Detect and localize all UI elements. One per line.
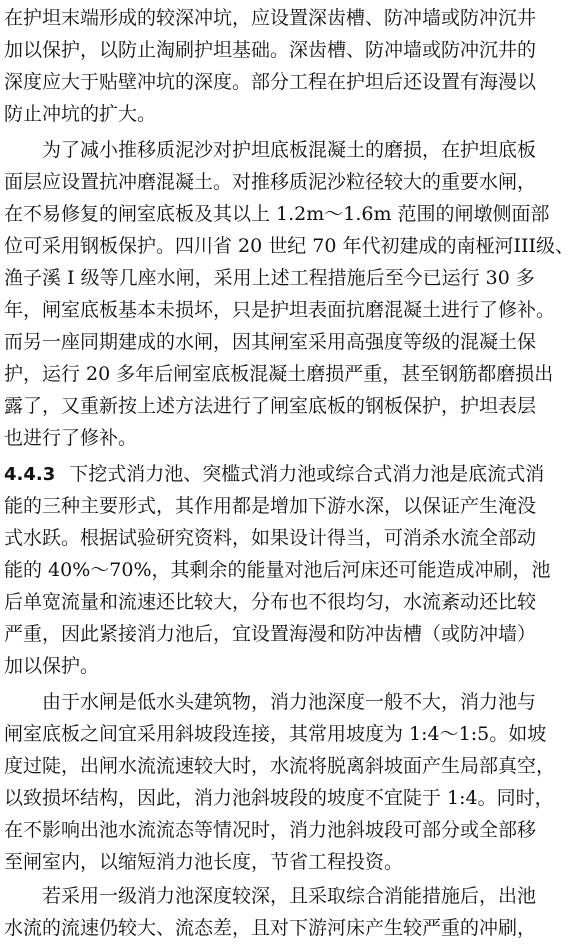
text-line: 严重，因此紧接消力池后，宜设置海漫和防冲齿槽（或防冲墙） — [4, 623, 537, 645]
text-line: 加以保护，以防止淘刷护坦基础。深齿槽、防冲墙或防冲沉井的 — [4, 39, 537, 61]
text-line: 加以保护。 — [4, 655, 100, 677]
text-line: 至闸室内，以缩短消力池长度，节省工程投资。 — [4, 851, 404, 873]
text-line: 水流的流速仍较大、流态差，且对下游河床产生较严重的冲刷， — [4, 917, 537, 939]
text-line: 能的三种主要形式，其作用都是增加下游水深，以保证产生淹没 — [4, 495, 537, 517]
text-line: 深度应大于贴壁冲坑的深度。部分工程在护坦后还设置有海漫以 — [4, 71, 537, 93]
text-line: 面层应设置抗冲磨混凝土。对推移质泥沙粒径较大的重要水闸， — [4, 171, 537, 193]
text-line: 而另一座同期建成的水闸，因其闸室采用高强度等级的混凝土保 — [4, 331, 537, 353]
text-line: 护，运行 20 多年后闸室底板混凝土磨损严重，甚至钢筋都磨损出 — [4, 363, 554, 385]
text-line: 为了减小推移质泥沙对护坦底板混凝土的磨损，在护坦底板 — [42, 139, 537, 161]
text-line: 年，闸室底板基本未损坏，只是护坦表面抗磨混凝土进行了修补。 — [4, 299, 556, 321]
text-line: 以致损坏结构，因此，消力池斜坡段的坡度不宜陡于 1:4。同时， — [4, 787, 554, 809]
text-line: 由于水闸是低水头建筑物，消力池深度一般不大，消力池与 — [42, 691, 537, 713]
text-line: 渔子溪 I 级等几座水闸，采用上述工程措施后至今已运行 30 多 — [4, 267, 535, 289]
text-line: 能的 40%～70%，其剩余的能量对池后河床还可能造成冲刷，池 — [4, 559, 551, 581]
text-line: 露了，又重新按上述方法进行了闸室底板的钢板保护，护坦表层 — [4, 395, 537, 417]
text-line: 位可采用钢板保护。四川省 20 世纪 70 年代初建成的南桠河III级、 — [4, 235, 575, 257]
text-line: 在不影响出池水流流态等情况时，消力池斜坡段可部分或全部移 — [4, 819, 537, 841]
text-line: 若采用一级消力池深度较深，且采取综合消能措施后，出池 — [42, 885, 537, 907]
section-heading-line — [4, 458, 581, 490]
section-heading-text: 下挖式消力池、突槛式消力池或综合式消力池是底流式消 — [69, 463, 545, 485]
text-line: 后单宽流量和流速还比较大，分布也不很均匀，水流紊动还比较 — [4, 591, 537, 613]
text-line: 闸室底板之间宜采用斜坡段连接，其常用坡度为 1:4～1:5。如坡 — [4, 723, 547, 745]
section-number: 4.4.3 — [4, 464, 56, 485]
text-line: 防止冲坑的扩大。 — [4, 103, 157, 125]
text-line: 在不易修复的闸室底板及其以上 1.2m～1.6m 范围的闸墩侧面部 — [4, 203, 550, 225]
text-line: 度过陡，出闸水流流速较大时，水流将脱离斜坡面产生局部真空， — [4, 755, 556, 777]
text-line: 也进行了修补。 — [4, 427, 138, 449]
text-line: 在护坦末端形成的较深冲坑，应设置深齿槽、防冲墙或防冲沉井 — [4, 7, 537, 29]
text-line: 式水跃。根据试验研究资料，如果设计得当，可消杀水流全部动 — [4, 527, 537, 549]
